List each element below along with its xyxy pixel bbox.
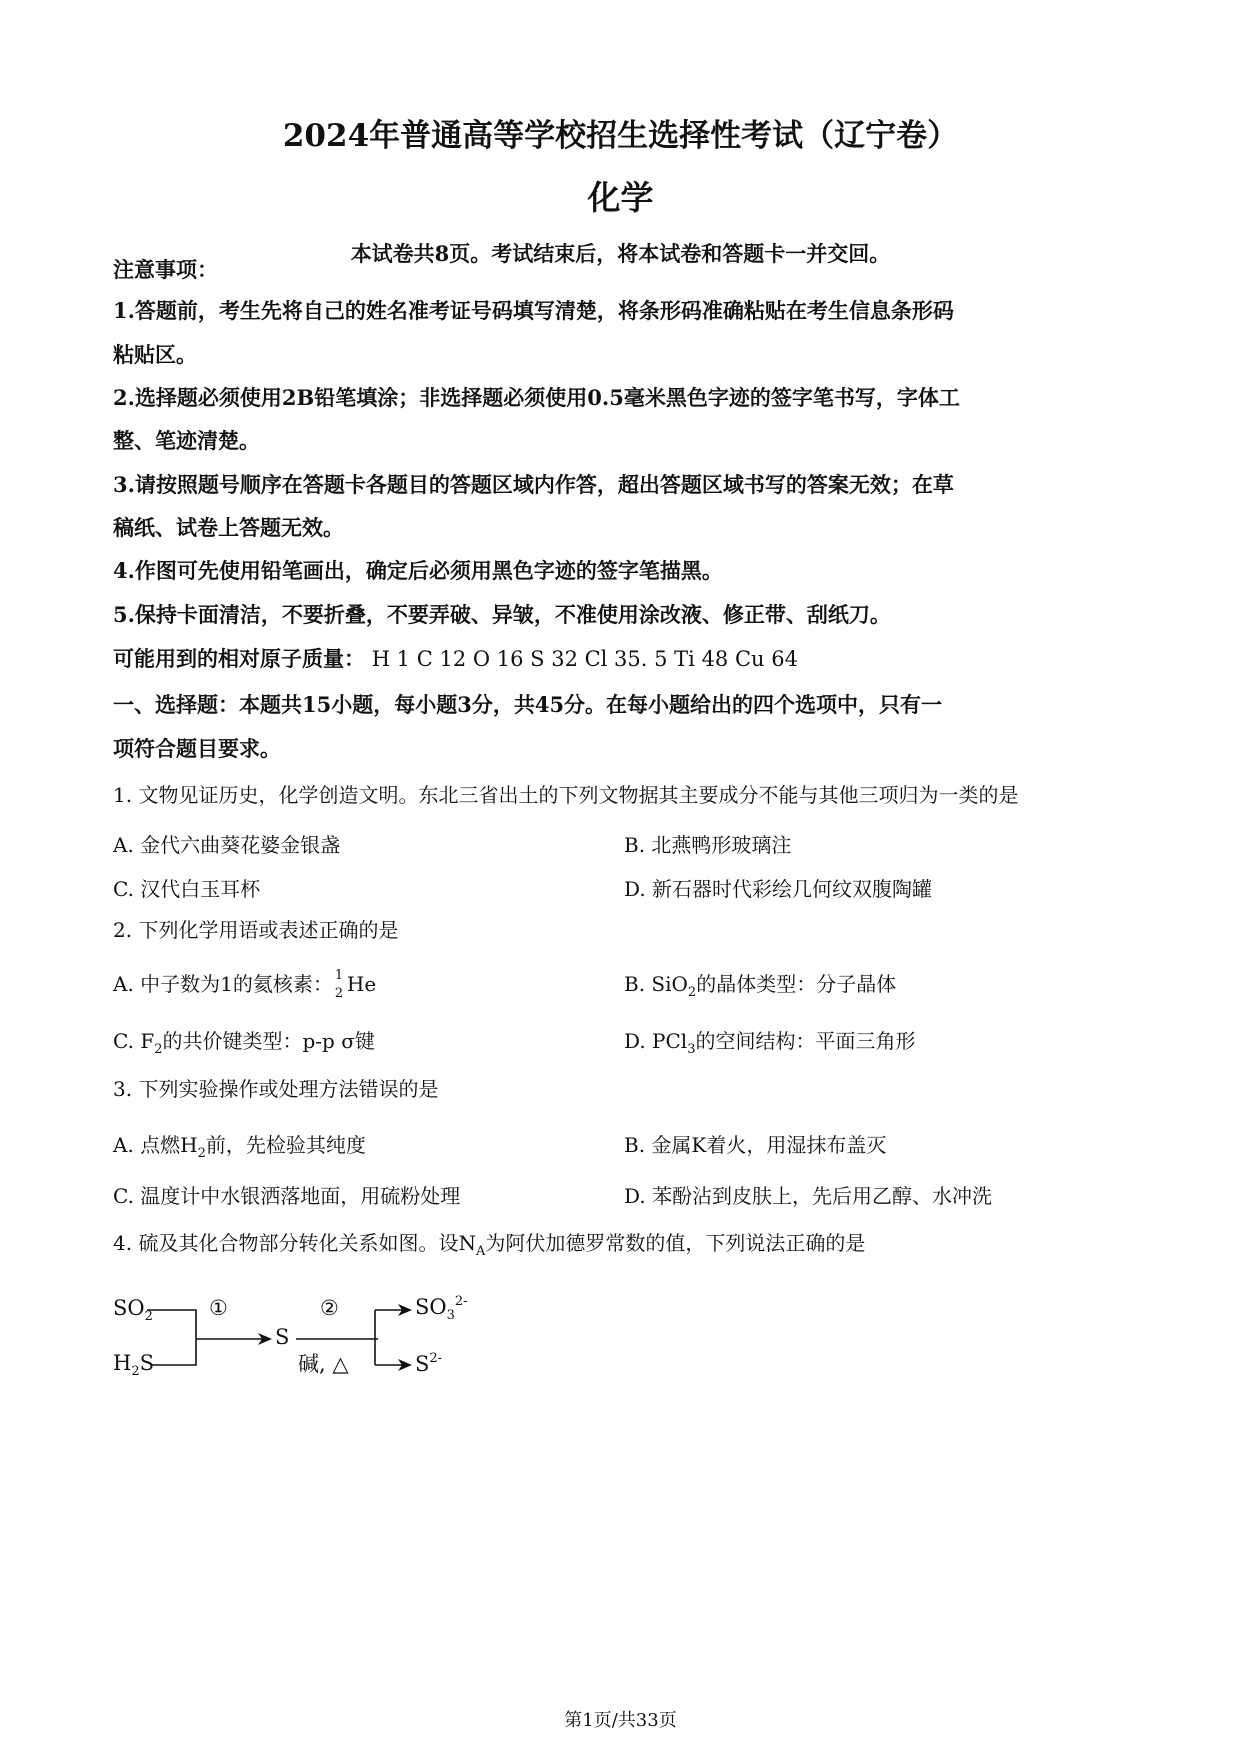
arrow-upper-head	[398, 1304, 412, 1316]
formula-h2: $H_2$	[180, 1133, 206, 1161]
q1-option-d: D. 新石器时代彩绘几何纹双腹陶罐	[624, 877, 933, 901]
q1-option-c: C. 汉代白玉耳杯	[113, 877, 261, 901]
atomic-mass-label: 可能用到的相对原子质量：	[113, 646, 365, 671]
q3-option-c: C. 温度计中水银洒落地面，用硫粉处理	[113, 1184, 461, 1208]
formula-sio2: SiO$_2$	[651, 972, 697, 1000]
q2-option-c: C. $F_2$的共价键类型：p-p σ键	[113, 1029, 375, 1057]
section1-line-1: 一、选择题：本题共15小题，每小题3分，共45分。在每小题给出的四个选项中，只有一	[113, 692, 943, 717]
label-so3-ion: $SO_3^{2-}$	[415, 1294, 468, 1323]
note-line-3: 2.选择题必须使用2B铅笔填涂；非选择题必须使用0.5毫米黑色字迹的签字笔书写，字体工	[113, 385, 960, 410]
note-line-8: 5.保持卡面清洁，不要折叠，不要弄破、异皱，不准使用涂改液、修正带、刮纸刀。	[113, 602, 891, 627]
label-so2: $SO_2$	[113, 1296, 153, 1324]
subject-title: 化学	[587, 178, 654, 217]
atomic-mass-values: H 1 C 12 O 16 S 32 Cl 35. 5 Ti 48 Cu 64	[371, 647, 798, 671]
note-line-4: 整、笔迹清楚。	[113, 428, 260, 453]
q3-option-d: D. 苯酚沾到皮肤上，先后用乙醇、水冲洗	[624, 1184, 993, 1208]
note-line-6: 稿纸、试卷上答题无效。	[113, 515, 344, 540]
notes-heading: 注意事项：	[113, 257, 218, 282]
mass-number: 1	[334, 968, 344, 983]
q2-a-text: A. 中子数为1的氦核素：	[113, 972, 333, 996]
label-h2s: $H_2S$	[113, 1351, 154, 1379]
bracket-line	[147, 1310, 196, 1365]
q1-option-b: B. 北燕鸭形玻璃注	[624, 833, 792, 857]
label-s: S	[275, 1325, 290, 1349]
element-symbol: He	[346, 972, 377, 996]
formula-pcl3: PCl$_3$	[652, 1029, 696, 1057]
arrow-1-head	[258, 1333, 272, 1345]
q2-option-b: B. SiO$_2$的晶体类型：分子晶体	[624, 972, 897, 1000]
q2-option-a	[113, 968, 377, 1001]
section1-line-2: 项符合题目要求。	[113, 736, 281, 761]
arrow-lower-head	[398, 1359, 412, 1371]
label-step-1: ①	[209, 1296, 228, 1320]
q4-stem: 4. 硫及其化合物部分转化关系如图。设$N_A$为阿伏加德罗常数的值，下列说法正确的是	[113, 1231, 866, 1259]
q3-stem: 3. 下列实验操作或处理方法错误的是	[113, 1077, 439, 1101]
q2-option-d: D. PCl$_3$的空间结构：平面三角形	[624, 1029, 916, 1057]
label-condition: 碱, △	[298, 1352, 349, 1376]
note-line-2: 粘贴区。	[113, 342, 197, 367]
atomic-mass-line	[113, 646, 1133, 672]
bond-type: p-p σ	[302, 1029, 355, 1053]
label-s2-ion: $S^{2-}$	[415, 1351, 443, 1376]
note-line-1: 1.答题前，考生先将自己的姓名准考证号码填写清楚，将条形码准确粘贴在考生信息条形码	[113, 298, 954, 323]
note-line-5: 3.请按照题号顺序在答题卡各题目的答题区域内作答，超出答题区域书写的答案无效；在草	[113, 472, 954, 497]
label-step-2: ②	[320, 1296, 339, 1320]
q3-option-a: A. 点燃$H_2$前，先检验其纯度	[113, 1133, 366, 1161]
helium-isotope-notation	[333, 968, 345, 1001]
q1-stem: 1. 文物见证历史，化学创造文明。东北三省出土的下列文物据其主要成分不能与其他三项归为一类的是	[113, 783, 1019, 807]
avogadro-symbol: $N_A$	[458, 1231, 486, 1259]
formula-f2: $F_2$	[140, 1029, 163, 1057]
exam-title: 2024年普通高等学校招生选择性考试（辽宁卷）	[282, 118, 959, 154]
note-line-7: 4.作图可先使用铅笔画出，确定后必须用黑色字迹的签字笔描黑。	[113, 558, 723, 583]
exam-intro: 本试卷共8页。考试结束后，将本试卷和答题卡一并交回。	[350, 241, 891, 266]
q2-stem: 2. 下列化学用语或表述正确的是	[113, 918, 399, 942]
page-footer: 第1页/共33页	[564, 1710, 677, 1731]
q3-option-b: B. 金属K着火，用湿抹布盖灭	[624, 1133, 887, 1157]
atomic-number: 2	[334, 986, 344, 1001]
q1-option-a: A. 金代六曲葵花婆金银盏	[113, 833, 341, 857]
